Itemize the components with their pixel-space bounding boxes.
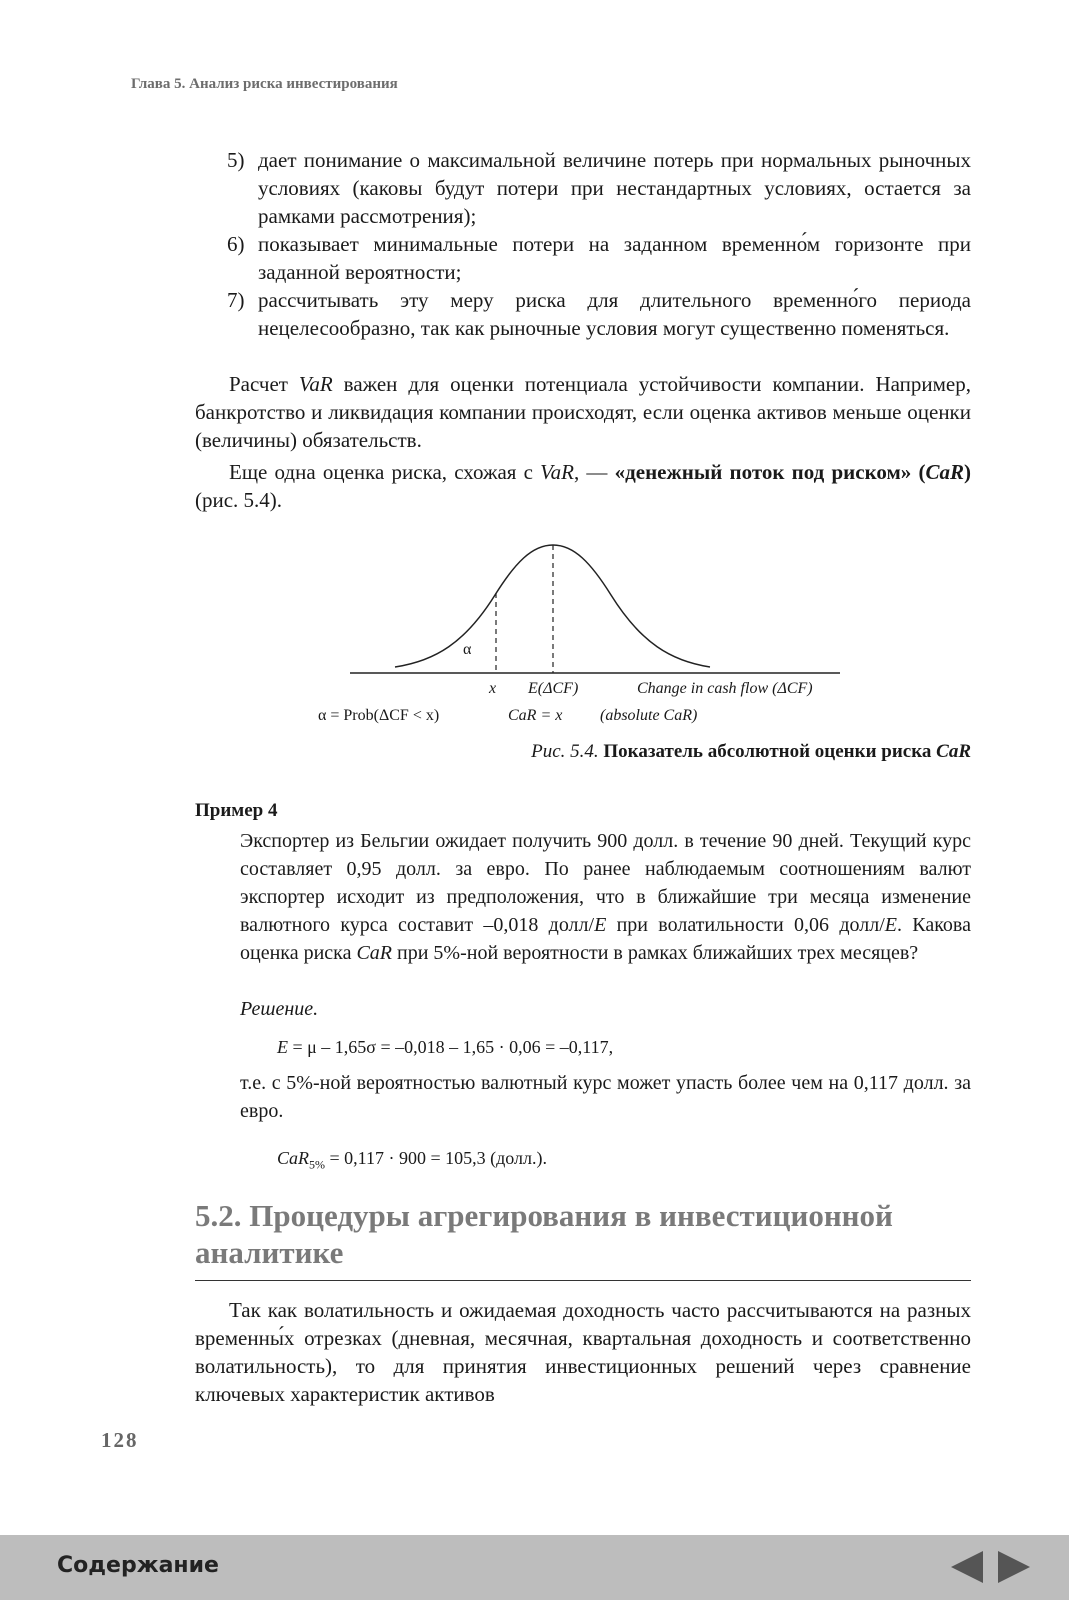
formula-var: CaR (277, 1148, 310, 1168)
car-equation-label: CaR = x (508, 707, 563, 724)
arrow-right-icon[interactable] (998, 1551, 1030, 1583)
text: важен для оценки потенциала устойчивости компании. Например, банкротство и ликвидация компании происходят, если оценка активов меньше оценки (величины) обязательств. (195, 372, 971, 452)
formula-car (277, 1148, 547, 1173)
formula-rhs: = 0,117 · 900 = 105,3 (долл.). (325, 1148, 548, 1168)
running-head: Глава 5. Анализ риска инвестирования (131, 76, 398, 92)
text: Еще одна оценка риска, схожая с (229, 460, 541, 484)
formula-rhs: = μ – 1,65σ = –0,018 – 1,65 · 0,06 = –0,117, (288, 1037, 614, 1057)
list-number: 5) (227, 148, 245, 172)
caption-prefix: Рис. 5.4. (531, 741, 599, 762)
example-title: Пример 4 (195, 800, 278, 821)
contents-link[interactable]: Содержание (57, 1553, 219, 1578)
section-divider (195, 1280, 971, 1281)
figure-caption (531, 741, 971, 763)
solution-label: Решение. (240, 998, 319, 1020)
formula-e (277, 1037, 613, 1058)
formula-var: E (277, 1037, 288, 1057)
text: (рис. 5.4). (195, 488, 283, 512)
alpha-label: α (463, 641, 472, 658)
bold-term-end: ) (964, 460, 971, 484)
euro-symbol: E (884, 914, 897, 936)
text: при волатильности 0,06 долл/ (606, 914, 885, 936)
list-item-5 (227, 146, 971, 230)
paragraph-var (195, 370, 971, 454)
section-paragraph: Так как волатильность и ожидаемая доходность часто рассчитываются на разных временны́х отрезках (дневная, месячная, квартальная доходность и соответственно волатильность), то для принятия инвестиционных решений через сравнение ключевых характеристик активов (195, 1298, 971, 1406)
example-text (240, 827, 971, 967)
car-term: CaR (356, 942, 393, 964)
caption-text: Показатель абсолютной оценки риска (598, 741, 937, 762)
x-label: x (489, 680, 497, 697)
text: Расчет (229, 372, 299, 396)
text: при 5%-ной вероятности в рамках ближайших трех месяцев? (392, 942, 919, 964)
list-item-6 (227, 230, 971, 286)
list-text: рассчитывать эту меру риска для длительного временно́го периода нецелесообразно, так как рыночные условия могут существенно поменяться. (258, 288, 971, 340)
text: . Какова оценка риска (240, 914, 971, 964)
text: , — (573, 460, 615, 484)
car-term: CaR (925, 460, 964, 484)
figure-car (300, 525, 860, 740)
list-item-7 (227, 286, 971, 342)
list-text: показывает минимальные потери на заданном временно́м горизонте при заданной вероятности; (258, 232, 971, 284)
var-term: VaR (298, 372, 333, 396)
bold-term: «денежный поток под риском» ( (614, 460, 926, 484)
after-formula-text: т.е. с 5%-ной вероятностью валютный курс может упасть более чем на 0,117 долл. за евро. (240, 1072, 971, 1122)
absolute-car-label: (absolute CaR) (600, 707, 698, 724)
list-number: 6) (227, 232, 245, 256)
page-number: 128 (101, 1428, 139, 1452)
caption-var: CaR (936, 741, 971, 762)
probability-label: α = Prob(ΔCF < x) (318, 707, 440, 724)
text: Экспортер из Бельгии ожидает получить 900 долл. в течение 90 дней. Текущий курс составляет 0,95 долл. за евро. По ранее наблюдаемым соотношениям валют экспортер исходит из предположения, что в ближайшие три месяца изменение валютного курса составит –0,018 долл/ (240, 830, 971, 936)
list-number: 7) (227, 288, 245, 312)
footer-navigation (0, 1535, 1069, 1600)
euro-symbol: E (594, 914, 607, 936)
arrow-left-icon[interactable] (951, 1551, 983, 1583)
formula-subscript: 5% (309, 1157, 326, 1172)
paragraph-car (195, 458, 971, 514)
mean-label: E(ΔCF) (528, 680, 579, 697)
var-term: VaR (540, 460, 574, 484)
section-heading: 5.2. Процедуры агрегирования в инвестиционной аналитике (195, 1198, 893, 1270)
list-text: дает понимание о максимальной величине потерь при нормальных рыночных условиях (каковы будут потери при нестандартных условиях, остается за рамками рассмотрения); (258, 148, 971, 228)
axis-label: Change in cash flow (ΔCF) (637, 680, 813, 697)
